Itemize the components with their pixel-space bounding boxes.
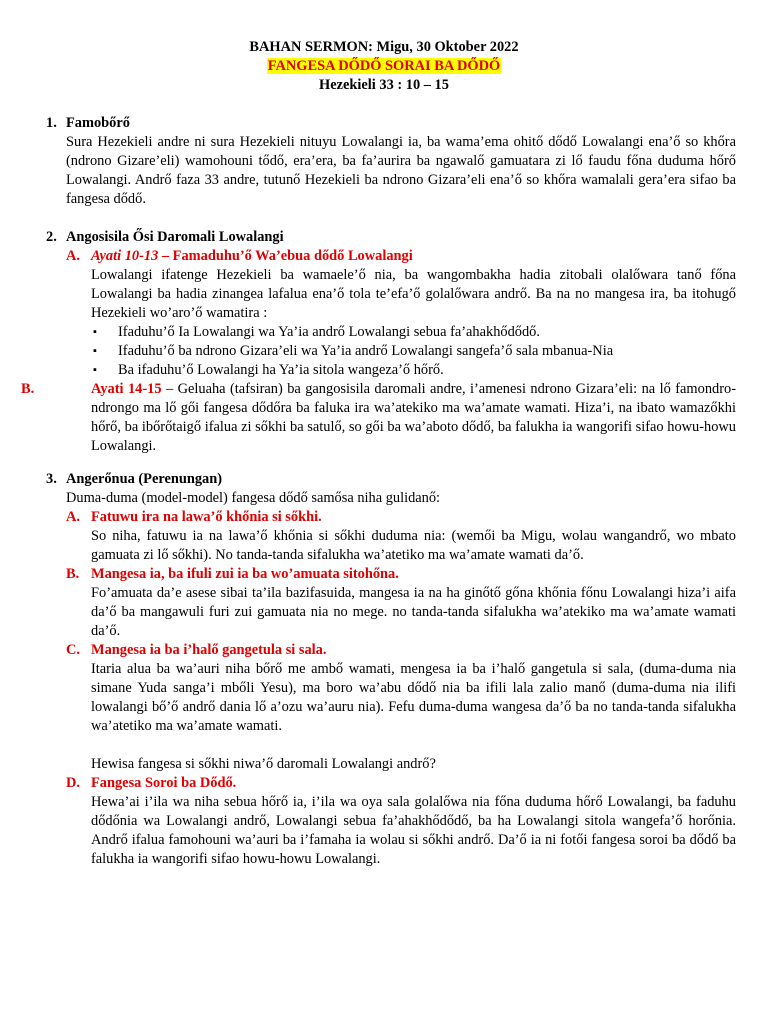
section-2-title: Angosisila Ősi Daromali Lowalangi <box>66 229 284 245</box>
section-2a-title: Famaduhu’ő Wa’ebua dődő Lowalangi <box>172 248 413 264</box>
section-3a <box>46 508 736 565</box>
section-3 <box>46 470 736 869</box>
section-2-heading <box>46 228 736 247</box>
section-2b-letter: B. <box>21 381 35 397</box>
section-1-heading <box>46 114 736 133</box>
bullet-item: ▪ Ba ifaduhu’ő Lowalangi ha Ya’ia sitola wangeza’ő hőrő. <box>91 361 736 380</box>
section-3d-letter: D. <box>66 775 80 791</box>
section-2 <box>21 228 736 456</box>
section-3-intro: Duma-duma (model-model) fangesa dődő samősa niha gulidanő: <box>66 490 441 506</box>
section-3c-title: Mangesa ia ba i’halő gangetula si sala. <box>91 642 327 658</box>
section-3d-body: Hewa’ai i’ila wa niha sebua hőrő ia, i’ila wa oya sala golalőwa nia főna duduma hőrő Lowalangi, ba faduhu dődőnia wa Lowalangi andrő, Lowalangi sebua fa’ahakhődődő, ba ha Lowalangi sitola wangefa’ő horőnia. Andrő ifalua famohouni wa’auri ba i’famaha ia wolau si sőkhi andrő. Da’ő ia ni fotői fangesa soroi ba dődő ba falukha ia wangorifi sifao howu-howu Lowalangi. <box>91 794 736 867</box>
section-3b-title: Mangesa ia, ba ifuli zui ia ba wo’amuata sitohőna. <box>91 566 399 582</box>
section-3a-body: So niha, fatuwu ia na lawa’ő khőnia si sőkhi duduma nia: (wemői ba Migu, wolau wangandrő, wo mbato gamuata zi lő sőkhi). No tanda-tanda sifalukha wa’atetiko ma wa’amate wamati da’ő. <box>91 528 736 563</box>
section-2b <box>21 380 736 456</box>
section-1 <box>46 114 736 209</box>
section-2a-dash: – <box>158 248 173 264</box>
header-title: BAHAN SERMON: Migu, 30 Oktober 2022 <box>249 39 519 55</box>
bullet-item: ▪ Ifaduhu’ő ba ndrono Gizara’eli wa Ya’ia andrő Lowalangi sangefa’ő sala mbanua-Nia <box>91 342 736 361</box>
section-1-title: Famobőrő <box>66 115 130 131</box>
section-3b-heading <box>66 565 736 584</box>
section-2b-ref: Ayati 14-15 <box>91 381 162 397</box>
section-3b-letter: B. <box>66 566 80 582</box>
section-2a <box>46 247 736 380</box>
section-2a-ref: Ayati 10-13 <box>91 248 159 264</box>
section-3c <box>46 641 736 774</box>
section-3c-question: Hewisa fangesa si sőkhi niwa’ő daromali Lowalangi andrő? <box>91 756 436 772</box>
header-scripture: Hezekieli 33 : 10 – 15 <box>319 77 449 93</box>
header-theme <box>0 57 768 76</box>
section-3-number: 3. <box>46 471 57 487</box>
section-3a-letter: A. <box>66 509 80 525</box>
section-1-number: 1. <box>46 115 57 131</box>
section-3-heading <box>46 470 736 489</box>
section-3d <box>46 774 736 869</box>
section-3d-title: Fangesa Soroi ba Dődő. <box>91 775 237 791</box>
section-3a-title: Fatuwu ira na lawa’ő khőnia si sőkhi. <box>91 509 322 525</box>
section-2a-bullets <box>91 323 736 380</box>
section-3c-letter: C. <box>66 642 80 658</box>
section-3c-heading <box>66 641 736 660</box>
header-theme-text: FANGESA DŐDŐ SORAI BA DŐDŐ <box>267 58 501 74</box>
section-3a-heading <box>66 508 736 527</box>
bullet-item: ▪ Ifaduhu’ő Ia Lowalangi wa Ya’ia andrő Lowalangi sebua fa’ahakhődődő. <box>91 323 736 342</box>
section-2a-body: Lowalangi ifatenge Hezekieli ba wamaele’ő nia, ba wangombakha hadia zitobali olalőwara tanő főna Lowalangi ba hadia zinangea lafalua ena’ő tola te’efa’ő golalőwara andrő. Ba na no mangesa ira, ba itohugő Hezekieli wo’aro’ő wamatira : <box>91 267 736 321</box>
section-3-title: Angerőnua (Perenungan) <box>66 471 223 487</box>
section-3c-body: Itaria alua ba wa’auri niha bőrő me ambő wamati, mengesa ia ba i’halő gangetula si sala, (duma-duma nia simane Yuda sanga’i mbőli Yesu), ma boro wa’abu dődő nia ba ifili lala zalio manő (duma-duma nia ilifi lowalangi bő’ő andrő dania lő a’ozu wa’auru nia). Fefu duma-duma wangesa da’ő ba no tanda-tanda sifalukha wa’atetiko ma wa’amate wamati. <box>91 661 736 734</box>
section-2-number: 2. <box>46 229 57 245</box>
section-3b-body: Fo’amuata da’e asese sibai ta’ila bazifasuida, mangesa ia na ha ginőtő gőna khőnia főnu Lowalangi hiza’i aifa da’ő ba mangawuli furi zui gamuata nia no mege. no tanda-tanda sifalukha wa’atekiko ma wa’amate wamati da’ő. <box>91 585 736 639</box>
section-2a-heading <box>66 247 736 266</box>
section-3d-heading <box>66 774 736 793</box>
section-2a-letter: A. <box>66 248 80 264</box>
section-3b <box>46 565 736 641</box>
section-2b-paragraph <box>21 380 736 456</box>
section-1-body: Sura Hezekieli andre ni sura Hezekieli nituyu Lowalangi ia, ba wama’ema ohitő dődő Lowalangi ena’ő so khőra (ndrono Gizare’eli) wamohouni tődő, era’era, ba fa’aurira ba ngawalő gamuatara zi lő faudu főna duduma hőrő Lowalangi. Andrő faza 33 andre, tutunő Hezekieli ba ndrono Gizara’eli ena’ő so khőra wamalali gera’era sifao ba fangesa dődő. <box>66 134 736 207</box>
section-2b-body: – Geluaha (tafsiran) ba gangosisila daromali andre, i’amenesi ndrono Gizara’eli: na lő famondro-ndrongo ma lő gői fangesa dődőra ba faluka ira wa’atekiko ma wa’amate wamati. Hiza’i, na ibato wamazőkhi hőrő, ba ibőrőtaigő ifalua zi sőkhi ba satulő, so gői ba wa’aboto dődő, ba falukha ia wangorifi sifao howu-howu Lowalangi. <box>91 381 736 454</box>
